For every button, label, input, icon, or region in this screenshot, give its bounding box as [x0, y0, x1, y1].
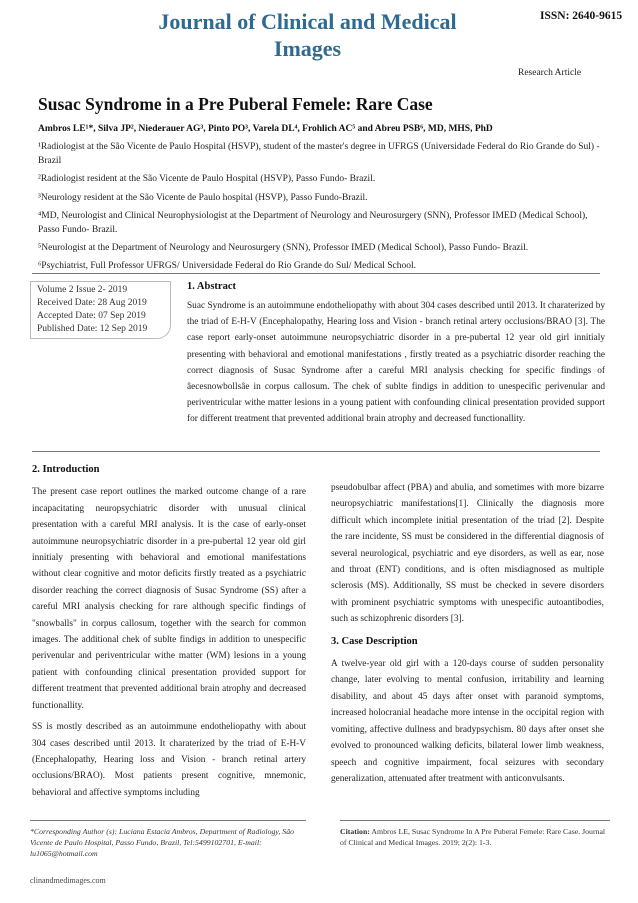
- intro-paragraph-2: SS is mostly described as an autoimmune endotheliopathy with about 304 cases described until 2013. It charaterized by the triad of E-H-V (Encephalopathy, Hearing loss and Vision - branch retinal artery occlusions/BRAO). Most patients present cognitive, mnemonic, behavioral and affective symptoms including: [32, 722, 306, 798]
- website-link[interactable]: clinandmedimages.com: [30, 876, 106, 885]
- volume-issue: Volume 2 Issue 2- 2019: [37, 285, 128, 295]
- case-description-heading: 3. Case Description: [331, 635, 418, 647]
- article-title: Susac Syndrome in a Pre Puberal Femele: Rare Case: [38, 94, 433, 114]
- corresponding-author: *Corresponding Author (s): Luciana Estacia Ambros, Department of Radiology, São Vicente de Paulo Hospital, Passo Fundo, Brazil, Tel:5499102701, E-mail: lu1065@hotmail.com: [30, 827, 295, 858]
- issn: ISSN: 2640-9615: [540, 10, 623, 22]
- affiliation-2: ²Radiologist resident at the São Vicente de Paulo Hospital (HSVP), Passo Fundo- Brazil.: [38, 174, 376, 185]
- abstract-text: Suac Syndrome is an autoimmune endotheliopathy with about 304 cases described until 2013. It charaterized by the triad of E-H-V (Encephalopathy, Hearing loss and Vision - branch retinal artery occlusions/BRAO [3]. The case report early-onset autoimmune neuropsychiatric disorder in a pre-pubertal 12 year old girl innitialy presenting with behavioral and emotional manifestations , firstly treated as a psychiatric disorder reaching the correct diagnosis of Susac Syndrome after a careful MRI analysis checking for specific findings of âecesnowbollsâe in corpus callosum. The chek of sublte findigs in addition to unespecific perivenular and periventricular withe matter lesions in a young patient with confounding clinical presentation provided support for different treatment that prevented additional brain atrophy and decreased functionallity.: [187, 301, 605, 425]
- abstract-divider: [32, 451, 600, 452]
- footnote-rule: [30, 820, 306, 821]
- affiliation-3: ³Neurology resident at the São Vicente de Paulo hospital (HSVP), Passo Fundo-Brazil.: [38, 192, 368, 203]
- date-box: [30, 281, 171, 339]
- received-date: Received Date: 28 Aug 2019: [37, 298, 147, 308]
- abstract-heading: 1. Abstract: [187, 281, 236, 292]
- citation-text: Ambros LE, Susac Syndrome In A Pre Puberal Femele: Rare Case. Journal of Clinical and Medical Images. 2019; 2(2): 1-3.: [340, 827, 606, 847]
- article-type: Research Article: [518, 68, 582, 78]
- header-divider: [32, 273, 600, 274]
- introduction-heading: 2. Introduction: [32, 464, 100, 475]
- left-column: [32, 462, 306, 806]
- right-column: [331, 480, 604, 792]
- case-description-text: A twelve-year old girl with a 120-days course of sudden personality change, later evolving to mental confusion, irritability and learning disability, and about 45 days after onset with paranoid symptoms, increased holocranial headache more intense in the occipital region with vomiting, affective dullness and bradypsychism. 80 days after onset she evolved to pronounced walking deficits, bilateral lower limb weakness, speech and cognitive impairment, focal seizures with secondary generalization, attenuated after treatment with anticonvulsants.: [331, 659, 604, 784]
- intro-paragraph-1: The present case report outlines the marked outcome change of a rare incapacitating neuropsychiatric disorder with unusual clinical presentation with a careful MRI analysis. It is the case of early-onset autoimmune neuropsychiatric disorder in a pre-pubertal 12 year old girl innitialy presenting with behavioral and emotional manifestations without clear cognitive and motor deficits firstly treated as a psychiatric disorder reaching the correct diagnosis of Susac Syndrome (SS) after a careful MRI analysis checking for rare although specific findings of "snowballs" in corpus callosum, together with the search for common images. The additional chek of sublte findigs in addition to unespecific perivenular and periventricular withe matter (WM) lesions in a young patient with confounding clinical presentation provided support for different treatment that prevented additional brain atrophy and decreased functionallity.: [32, 487, 306, 711]
- citation: [340, 826, 612, 848]
- citation-label: Citation:: [340, 827, 370, 836]
- intro-continuation: pseudobulbar affect (PBA) and abulia, and sometimes with more bizarre neuropsychiatric manifestations[1]. Clinically the diagnosis more difficult which incomplete initial presentation of the triad [2]. Despite the rare incidente, SS must be considered in the differential diagnosis of several neurological, psychiatric and eye disorders, as well as ear, nose and throat (ENT) conditions, and is often misdiagnosed as multiple sclerosis (MS). Additionally, SS must be checked in severe disorders with prominent psychiatric symptoms with unespecific autoantibodies, such as schizophrenic disorders [3].: [331, 483, 604, 625]
- published-date: Published Date: 12 Sep 2019: [37, 324, 148, 334]
- affiliation-5: ⁵Neurologist at the Department of Neurology and Neurosurgery (SNN), Professor IMED (Medical School), Passo Fundo- Brazil.: [38, 243, 529, 254]
- accepted-date: Accepted Date: 07 Sep 2019: [37, 311, 146, 321]
- affiliation-1: ¹Radiologist at the São Vicente de Paulo Hospital (HSVP), student of the master's degree in UFRGS (Universidade Federal do Rio Grande do Sul) - Brazil: [38, 142, 600, 167]
- author-list: Ambros LE¹*, Silva JP², Niederauer AG³, Pinto PO³, Varela DL⁴, Frohlich AC⁵ and Abreu PSB⁶, MD, MHS, PhD: [38, 124, 493, 134]
- citation-rule: [340, 820, 610, 821]
- affiliation-4: ⁴MD, Neurologist and Clinical Neurophysiologist at the Department of Neurology and Neurosurgery (SNN), Professor IMED (Medical School), Passo Fundo- Brazil.: [38, 210, 588, 236]
- affiliation-6: ⁶Psychiatrist, Full Professor UFRGS/ Universidade Federal do Rio Grande do Sul/ Medical School.: [38, 261, 417, 272]
- affiliations: [38, 140, 603, 278]
- journal-title: Journal of Clinical and Medical Images: [158, 9, 457, 61]
